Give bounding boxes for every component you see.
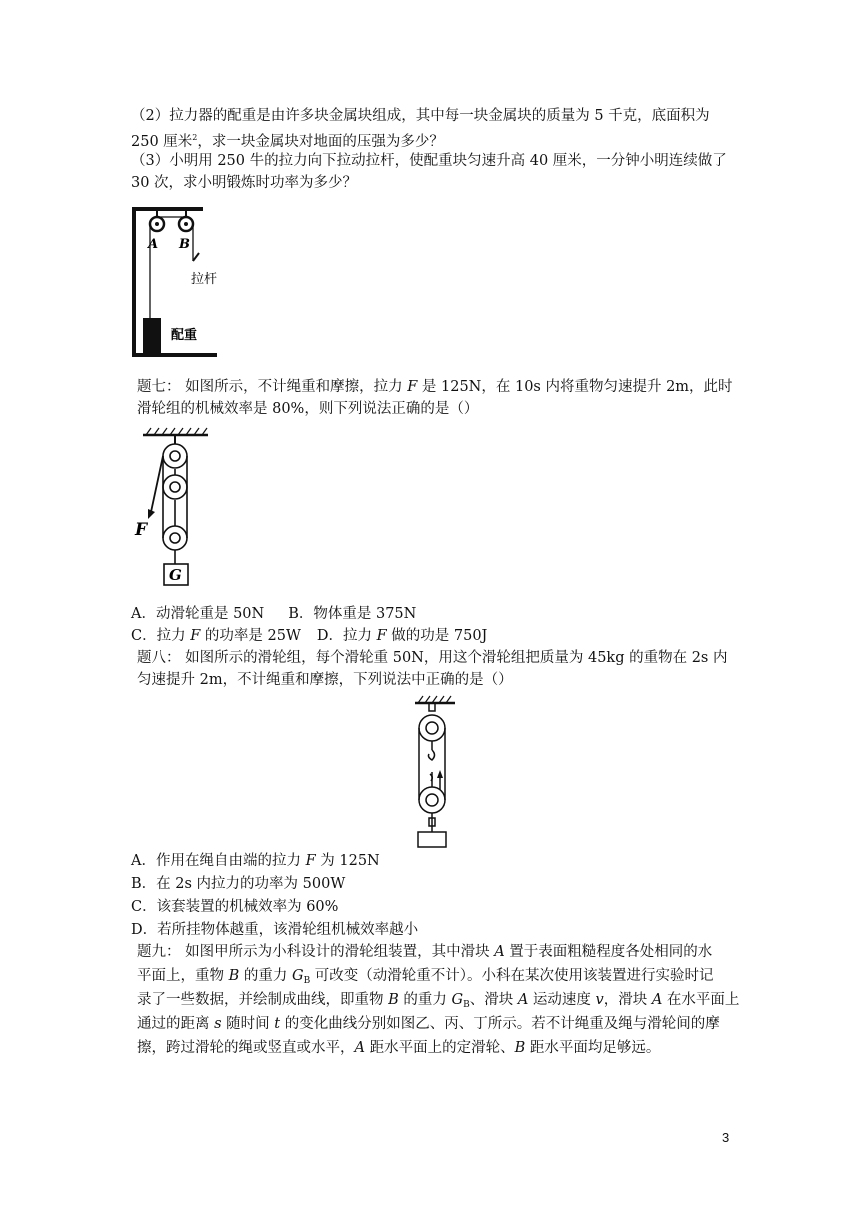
pull-rod [193,253,199,261]
q2-line1: （2）拉力器的配重是由许多块金属块组成，其中每一块金属块的质量为 5 千克，底面积为 [131,108,710,124]
q7-option-a: A．动滑轮重是 50N [131,606,265,622]
counterweight [143,318,161,353]
q9-line4: 通过的距离 s 随时间 t 的变化曲线分别如图乙、丙、丁所示。若不计绳重及绳与滑轮间的摩 [137,1016,720,1032]
label-a: A [148,237,159,252]
pulley-block-figure [131,426,231,588]
moving-pulley-icon [163,526,187,550]
q3-line1: （3）小明用 250 牛的拉力向下拉动拉杆，使配重块匀速升高 40 厘米，一分钟小明连续做了 [131,153,727,169]
moving-pulley-icon [419,787,445,813]
q8-line2: 匀速提升 2m，不计绳重和摩擦，下列说法中正确的是（） [137,672,513,688]
label-b: B [179,237,190,252]
fixed-pulley-icon [419,715,445,741]
q8-option-d: D．若所挂物体越重，该滑轮组机械效率越小 [131,922,419,938]
exerciser-frame-top [132,207,203,211]
q7-line2: 滑轮组的机械效率是 80%，则下列说法正确的是（） [137,401,479,417]
q9-line2: 平面上，重物 B 的重力 $G_B$ 可改变（动滑轮重不计）。小科在某次使用该装置进行实验时记 [137,968,714,986]
q2-line2: 250 厘米$^2$，求一块金属块对地面的压强为多少？ [131,133,444,150]
label-g: G [169,566,182,584]
pull-rope [151,456,163,512]
q7-options-row2 [131,626,487,646]
hanging-weight [418,832,446,847]
pulley-system-figure [410,694,460,850]
q9-line1: 题九： 如图甲所示为小科设计的滑轮组装置，其中滑块 A 置于表面粗糙程度各处相同的水 [137,944,713,960]
fixed-pulley-upper-icon [163,444,187,468]
q7-option-d: D．拉力 F 做的功是 750J [316,628,488,644]
q8-line1: 题八： 如图所示的滑轮组，每个滑轮重 50N，用这个滑轮组把质量为 45kg 的重物在 2s 内 [137,650,728,666]
label-weight: 配重 [171,328,198,343]
q8-option-b: B．在 2s 内拉力的功率为 500W [131,876,346,892]
arrow-up-icon [437,770,443,778]
page-number: 3 [722,1130,730,1145]
q8-option-c: C．该套装置的机械效率为 60% [131,899,339,915]
q7-option-c: C．拉力 F 的功率是 25W [131,628,301,644]
q3-line2: 30 次，求小明锻炼时功率为多少？ [131,175,358,191]
q7-options-row1 [131,604,416,624]
q7-option-b: B．物体重是 375N [288,606,417,622]
label-rod: 拉杆 [191,272,218,287]
q8-option-a: A．作用在绳自由端的拉力 F 为 125N [131,853,380,869]
exerciser-frame-post [132,207,136,357]
q9-line3: 录了一些数据，并绘制成曲线，即重物 B 的重力 $G_B$、滑块 A 运动速度 v，滑块 A 在水平面上 [137,992,740,1010]
label-f: F [135,520,148,540]
exerciser-figure [131,205,226,360]
exerciser-frame-base [132,353,217,357]
fixed-pulley-lower-icon [163,475,187,499]
q7-line1: 题七： 如图所示，不计绳重和摩擦，拉力 F 是 125N，在 10s 内将重物匀速提升 2m，此时 [137,379,733,395]
q9-line5: 擦，跨过滑轮的绳或竖直或水平，A 距水平面上的定滑轮、B 距水平面均足够远。 [137,1040,661,1056]
arrow-down-icon [148,509,155,519]
